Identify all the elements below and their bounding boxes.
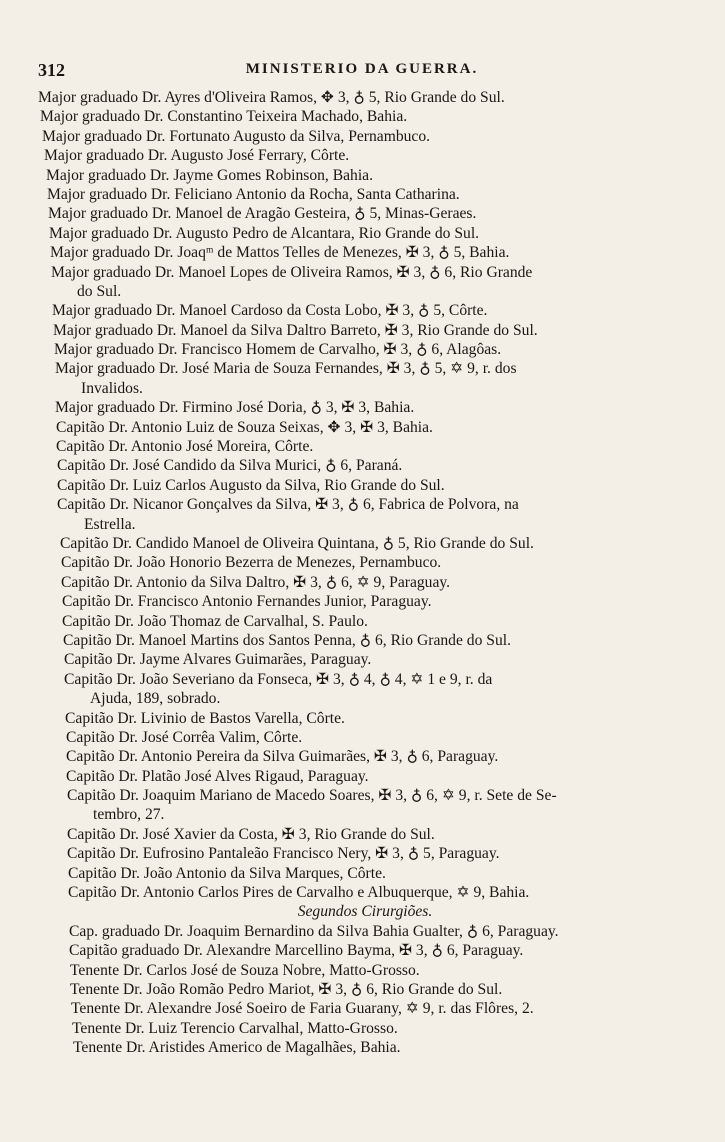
roster-entry: Major graduado Dr. Manoel Cardoso da Costa Lobo, ✠ 3, ♁ 5, Côrte. xyxy=(52,302,488,320)
roster-entry: Major graduado Dr. Ayres d'Oliveira Ramos, ✥ 3, ♁ 5, Rio Grande do Sul. xyxy=(38,89,505,106)
roster-entry: Capitão Dr. Eufrosino Pantaleão Francisco Nery, ✠ 3, ♁ 5, Paraguay. xyxy=(67,845,500,863)
roster-entry: Capitão graduado Dr. Alexandre Marcellino Bayma, ✠ 3, ♁ 6, Paraguay. xyxy=(69,942,524,960)
roster-entry: Cap. graduado Dr. Joaquim Bernardino da Silva Bahia Gualter, ♁ 6, Paraguay. xyxy=(69,922,559,940)
entry-continuation: Ajuda, 189, sobrado. xyxy=(90,690,221,708)
entry-continuation: do Sul. xyxy=(77,282,122,300)
roster-entry: Tenente Dr. Luiz Terencio Carvalhal, Matto-Grosso. xyxy=(72,1019,398,1037)
roster-entry: Capitão Dr. Candido Manoel de Oliveira Quintana, ♁ 5, Rio Grande do Sul. xyxy=(60,534,534,552)
roster-entry: Tenente Dr. Alexandre José Soeiro de Faria Guarany, ✡ 9, r. das Flôres, 2. xyxy=(71,1000,534,1018)
page-title: MINISTERIO DA GUERRA. xyxy=(245,61,479,77)
roster-entry: Tenente Dr. Aristides Americo de Magalhães, Bahia. xyxy=(73,1039,401,1057)
roster-entry: Major graduado Dr. Manoel de Aragão Gesteira, ♁ 5, Minas-Geraes. xyxy=(48,205,477,223)
roster-entry: Capitão Dr. João Honorio Bezerra de Menezes, Pernambuco. xyxy=(61,554,442,572)
roster-entry: Capitão Dr. Antonio da Silva Daltro, ✠ 3, ♁ 6, ✡ 9, Paraguay. xyxy=(61,573,451,591)
roster-entry: Capitão Dr. Manoel Martins dos Santos Penna, ♁ 6, Rio Grande do Sul. xyxy=(63,631,511,649)
roster-entry: Capitão Dr. João Severiano da Fonseca, ✠ 3, ♁ 4, ♁ 4, ✡ 1 e 9, r. da xyxy=(64,670,493,688)
roster-entry: Major graduado Dr. Firmino José Doria, ♁ 3, ✠ 3, Bahia. xyxy=(55,399,415,417)
roster-entry: Major graduado Dr. Joaqᵐ de Mattos Telles de Menezes, ✠ 3, ♁ 5, Bahia. xyxy=(50,244,510,262)
entry-continuation: Invalidos. xyxy=(81,379,143,397)
roster-entry: Capitão Dr. João Thomaz de Carvalhal, S. Paulo. xyxy=(62,612,368,630)
roster-entry: Capitão Dr. Livinio de Bastos Varella, Côrte. xyxy=(65,709,345,727)
roster-entry: Tenente Dr. Carlos José de Souza Nobre, Matto-Grosso. xyxy=(70,961,420,979)
roster-entry: Tenente Dr. João Romão Pedro Mariot, ✠ 3, ♁ 6, Rio Grande do Sul. xyxy=(70,980,503,998)
roster-entry: Capitão Dr. Antonio Pereira da Silva Guimarães, ✠ 3, ♁ 6, Paraguay. xyxy=(66,748,499,766)
roster-entry: Capitão Dr. Antonio Luiz de Souza Seixas, ✥ 3, ✠ 3, Bahia. xyxy=(56,418,433,436)
roster-entry: Capitão Dr. Jayme Alvares Guimarães, Paraguay. xyxy=(64,651,372,669)
roster-entry: Major graduado Dr. Augusto Pedro de Alcantara, Rio Grande do Sul. xyxy=(49,224,480,242)
roster-entry: Capitão Dr. Platão José Alves Rigaud, Paraguay. xyxy=(66,767,369,785)
roster-list xyxy=(36,88,694,1058)
roster-entry: Major graduado Dr. Jayme Gomes Robinson, Bahia. xyxy=(46,166,373,184)
roster-entry: Capitão Dr. João Antonio da Silva Marques, Côrte. xyxy=(68,864,386,882)
roster-entry: Major graduado Dr. Manoel da Silva Daltro Barreto, ✠ 3, Rio Grande do Sul. xyxy=(53,321,538,339)
roster-entry: Major graduado Dr. Francisco Homem de Carvalho, ✠ 3, ♁ 6, Alagôas. xyxy=(54,341,502,359)
roster-entry: Capitão Dr. Luiz Carlos Augusto da Silva, Rio Grande do Sul. xyxy=(57,476,445,494)
roster-entry: Capitão Dr. Nicanor Gonçalves da Silva, ✠ 3, ♁ 6, Fabrica de Polvora, na xyxy=(57,496,519,514)
roster-entry: Capitão Dr. Antonio Carlos Pires de Carvalho e Albuquerque, ✡ 9, Bahia. xyxy=(68,884,530,902)
entry-continuation: Estrella. xyxy=(84,515,136,533)
roster-entry: Capitão Dr. Antonio José Moreira, Côrte. xyxy=(56,438,314,456)
roster-entry: Major graduado Dr. José Maria de Souza Fernandes, ✠ 3, ♁ 5, ✡ 9, r. dos xyxy=(55,360,517,378)
roster-entry: Capitão Dr. Francisco Antonio Fernandes Junior, Paraguay. xyxy=(62,593,432,611)
roster-entry: Major graduado Dr. Feliciano Antonio da Rocha, Santa Catharina. xyxy=(47,185,460,203)
roster-entry: Capitão Dr. José Candido da Silva Murici, ♁ 6, Paraná. xyxy=(57,457,403,475)
page-number: 312 xyxy=(38,60,65,80)
roster-entry: Major graduado Dr. Augusto José Ferrary, Côrte. xyxy=(44,147,350,165)
roster-entry: Capitão Dr. José Corrêa Valim, Côrte. xyxy=(66,728,303,746)
roster-entry: Capitão Dr. Joaquim Mariano de Macedo Soares, ✠ 3, ♁ 6, ✡ 9, r. Sete de Se- xyxy=(67,787,557,805)
roster-entry: Major graduado Dr. Fortunato Augusto da Silva, Pernambuco. xyxy=(42,127,431,145)
entry-continuation: tembro, 27. xyxy=(93,806,165,824)
roster-entry: Major graduado Dr. Manoel Lopes de Oliveira Ramos, ✠ 3, ♁ 6, Rio Grande xyxy=(51,263,533,281)
roster-entry: Capitão Dr. José Xavier da Costa, ✠ 3, Rio Grande do Sul. xyxy=(67,825,435,843)
section-heading: Segundos Cirurgiões. xyxy=(297,903,433,921)
roster-entry: Major graduado Dr. Constantino Teixeira Machado, Bahia. xyxy=(40,108,408,126)
page-header xyxy=(38,58,686,84)
